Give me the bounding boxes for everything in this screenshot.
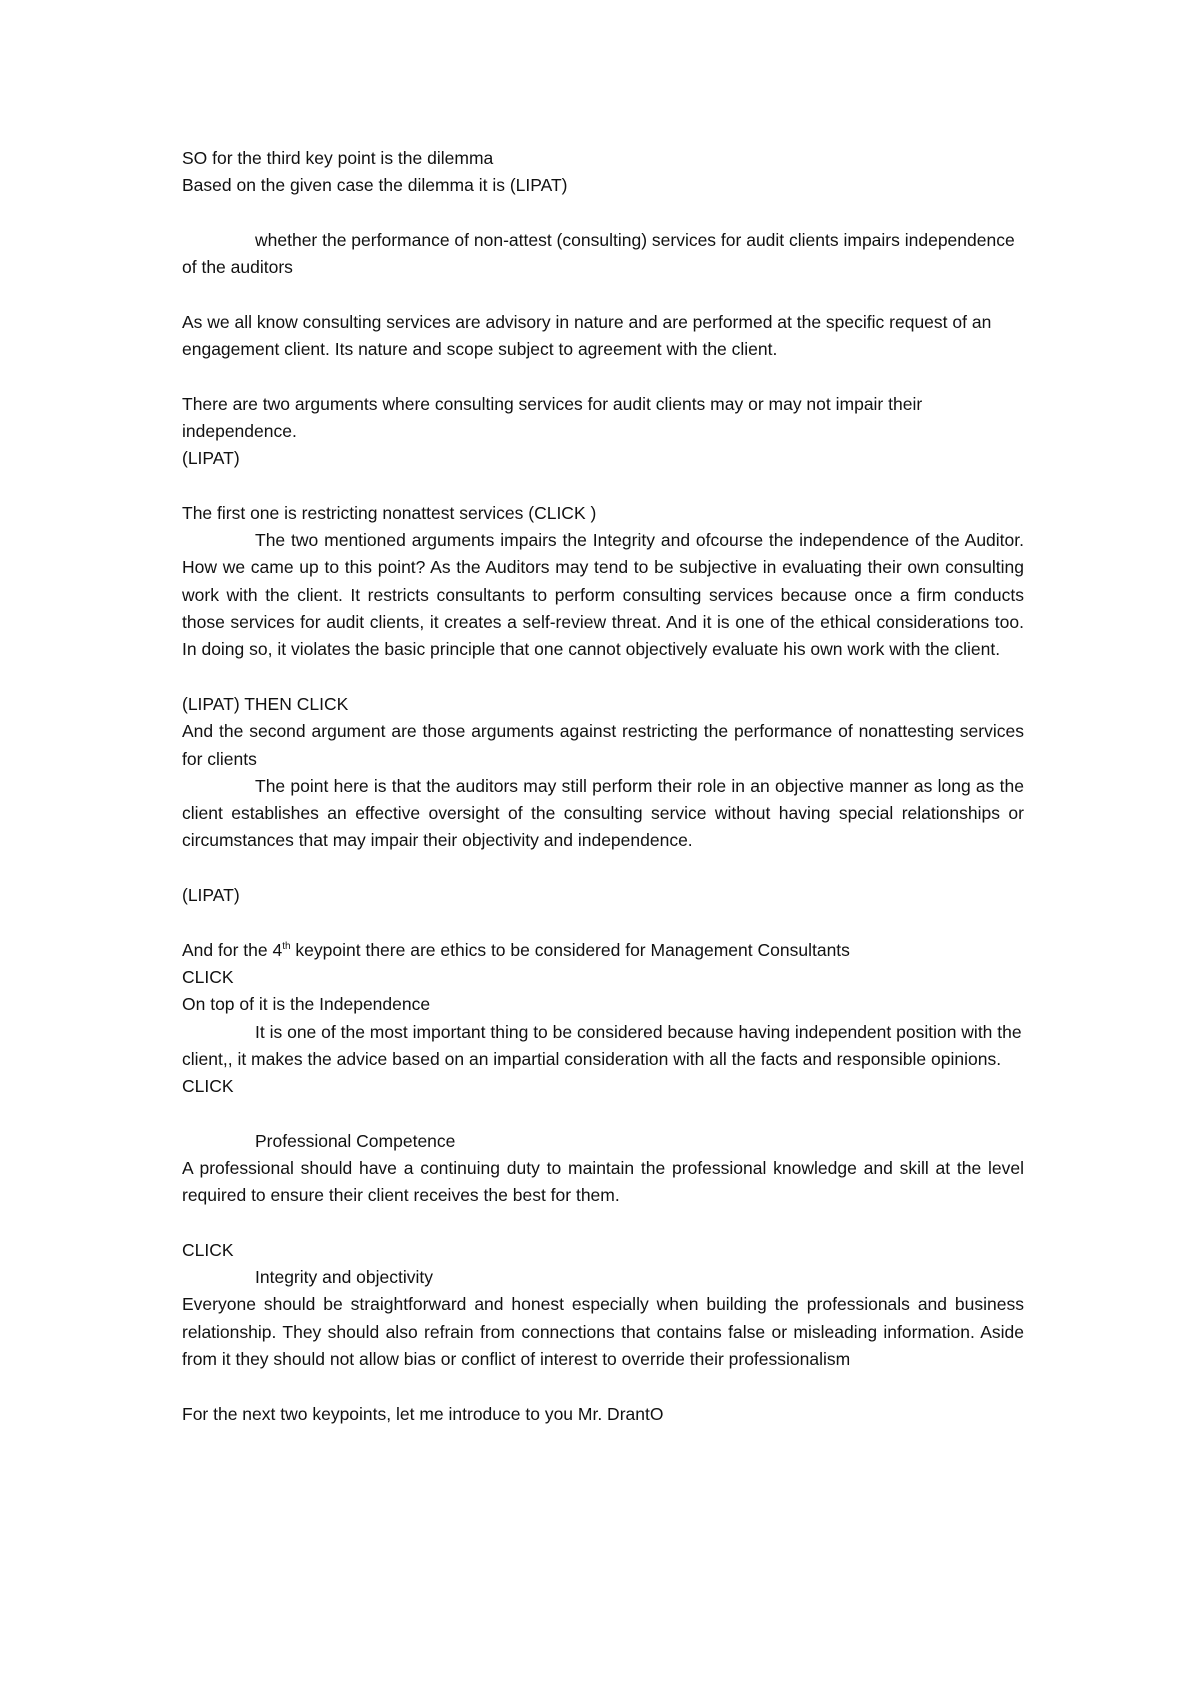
blank-line bbox=[182, 1210, 1024, 1237]
note-lipat: (LIPAT) bbox=[182, 885, 240, 906]
paragraph-independence: It is one of the most important thing to be considered because having independent position with the client,, it makes the advice based on an impartial consideration with all the facts and responsible opinions. bbox=[182, 1021, 1022, 1069]
paragraph-dilemma: whether the performance of non-attest (consulting) services for audit clients impairs independence of the auditors bbox=[182, 229, 1015, 278]
paragraph-two-arguments: There are two arguments where consulting services for audit clients may or may not impair their independence. bbox=[182, 393, 923, 441]
note-lipat: (LIPAT) bbox=[182, 448, 240, 469]
blank-line bbox=[182, 473, 1024, 500]
note-lipat-then-click: (LIPAT) THEN CLICK bbox=[182, 693, 349, 714]
note-click: CLICK bbox=[182, 966, 234, 987]
ordinal-superscript: th bbox=[282, 940, 291, 952]
line-first-argument: The first one is restricting nonattest services (CLICK ) bbox=[182, 502, 597, 523]
fourth-keypoint-prefix: And for the 4 bbox=[182, 939, 283, 960]
blank-line bbox=[182, 363, 1024, 390]
blank-line bbox=[182, 1373, 1024, 1400]
paragraph-point-here: The point here is that the auditors may still perform their role in an objective manner as long as the client establishes an effective oversight of the consulting service without having special relationships or circumstances that may impair their objectivity and independence. bbox=[182, 775, 1024, 851]
note-click: CLICK bbox=[182, 1239, 234, 1260]
blank-line bbox=[182, 200, 1024, 227]
line-independence: On top of it is the Independence bbox=[182, 994, 431, 1015]
line-closing: For the next two keypoints, let me introduce to you Mr. DrantO bbox=[182, 1403, 664, 1424]
blank-line bbox=[182, 1100, 1024, 1127]
line-dilemma-intro: Based on the given case the dilemma it is (LIPAT) bbox=[182, 175, 568, 196]
note-click: CLICK bbox=[182, 1076, 234, 1097]
blank-line bbox=[182, 664, 1024, 691]
paragraph-integrity-objectivity: Everyone should be straightforward and honest especially when building the professionals and business relationship. They should also refrain from connections that contains false or misleading information. Aside from it they should not allow bias or conflict of interest to override their professionalism bbox=[182, 1294, 1024, 1370]
document-body bbox=[182, 145, 1024, 1428]
paragraph-first-argument: The two mentioned arguments impairs the Integrity and ofcourse the independence of the Auditor. How we came up to this point? As the Auditors may tend to be subjective in evaluating their own consulting work with the client. It restricts consultants to perform consulting services because once a firm conducts those services for audit clients, it creates a self-review threat. And it is one of the ethical considerations too. In doing so, it violates the basic principle that one cannot objectively evaluate his own work with the client. bbox=[182, 530, 1024, 660]
blank-line bbox=[182, 855, 1024, 882]
paragraph-professional-competence: A professional should have a continuing duty to maintain the professional knowledge and skill at the level required to ensure their client receives the best for them. bbox=[182, 1157, 1024, 1206]
blank-line bbox=[182, 281, 1024, 308]
blank-line bbox=[182, 909, 1024, 936]
line-fourth-keypoint bbox=[182, 937, 1024, 964]
heading-professional-competence: Professional Competence bbox=[255, 1130, 456, 1151]
fourth-keypoint-suffix: keypoint there are ethics to be considered for Management Consultants bbox=[290, 939, 850, 960]
heading-integrity-objectivity: Integrity and objectivity bbox=[255, 1267, 434, 1288]
line-third-key-point: SO for the third key point is the dilemma bbox=[182, 148, 494, 168]
paragraph-second-argument: And the second argument are those arguments against restricting the performance of nonattesting services for clients bbox=[182, 721, 1024, 769]
paragraph-consulting-services: As we all know consulting services are advisory in nature and are performed at the specific request of an engagement client. Its nature and scope subject to agreement with the client. bbox=[182, 311, 992, 360]
